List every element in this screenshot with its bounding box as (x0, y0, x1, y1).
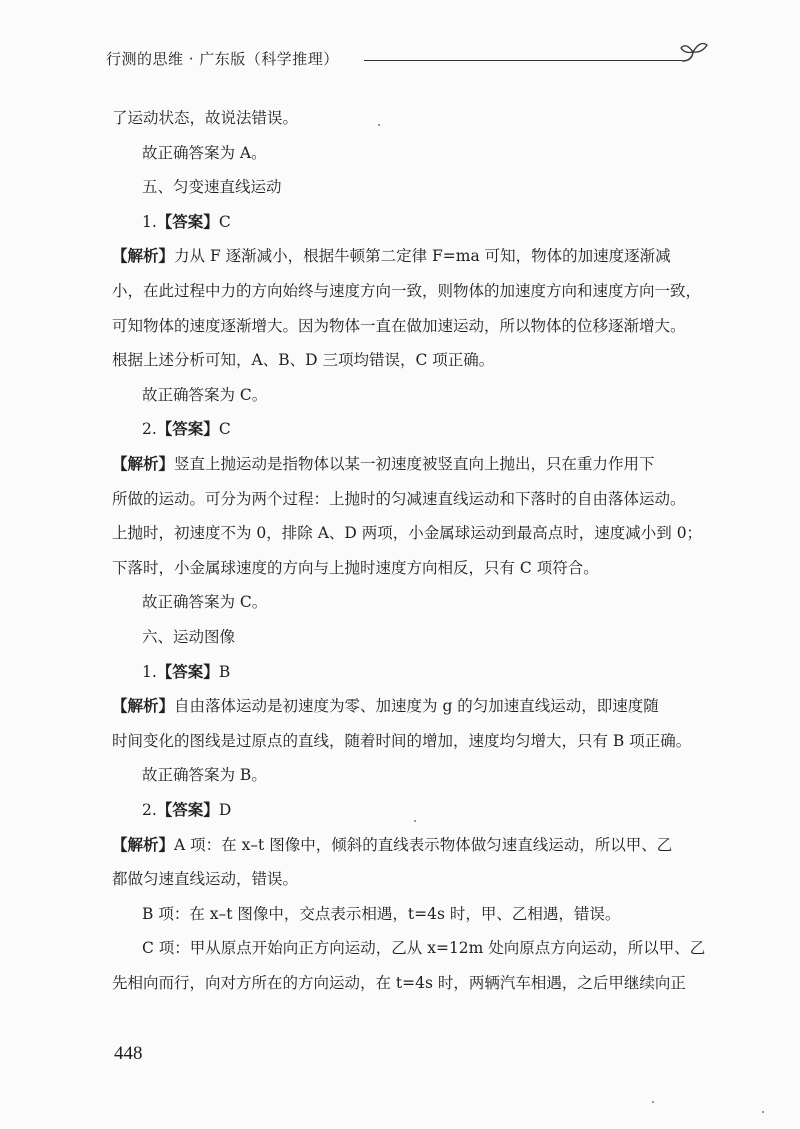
text-line (112, 246, 671, 266)
text-run: 时间变化的图线是过原点的直线，随着时间的增加，速度均匀增大，只有 B 项正确。 (112, 731, 692, 750)
text-line (112, 869, 298, 889)
text-run: 五、匀变速直线运动 (142, 178, 282, 197)
text-line (112, 558, 599, 578)
text-run: 根据上述分析可知，A、B、D 三项均错误，C 项正确。 (112, 351, 495, 370)
text-run: 先相向而行，向对方所在的方向运动，在 t=4s 时，两辆汽车相遇，之后甲继续向正 (112, 974, 686, 992)
text-run: 都做匀速直线运动，错误。 (112, 870, 299, 889)
scan-speck (414, 820, 416, 822)
text-run: 下落时，小金属球速度的方向与上抛时速度方向相反，只有 C 项符合。 (112, 558, 599, 577)
text-run: 2. (142, 801, 157, 819)
text-run: 了运动状态，故说法错误。 (112, 109, 299, 127)
header-rule (364, 60, 682, 61)
text-line (112, 454, 655, 474)
text-run: 六、运动图像 (142, 628, 236, 646)
text-line (112, 696, 659, 716)
text-line (142, 765, 267, 785)
page-number: 448 (114, 1043, 143, 1064)
text-run: 1. (142, 212, 157, 231)
label-bracket: 【答案】 (156, 662, 219, 681)
text-run: 可知物体的速度逐渐增大。因为物体一直在做加速运动，所以物体的位移逐渐增大。 (112, 316, 686, 335)
text-run: 故正确答案为 A。 (142, 143, 267, 162)
text-run: C (218, 420, 231, 439)
text-line (112, 489, 686, 509)
text-line (112, 835, 672, 855)
text-line (142, 938, 705, 958)
text-line (112, 316, 686, 336)
text-line (142, 212, 231, 232)
text-run: 故正确答案为 C。 (142, 385, 268, 404)
text-line (142, 904, 620, 924)
text-run: 2. (142, 420, 157, 439)
scan-speck (762, 1111, 764, 1113)
text-run: 故正确答案为 B。 (142, 766, 267, 785)
text-line (112, 281, 701, 301)
text-run: A 项：在 x–t 图像中，倾斜的直线表示物体做匀速直线运动，所以甲、乙 (174, 835, 673, 854)
text-run: D (218, 801, 232, 819)
header-title: 行测的思维 · 广东版（科学推理） (106, 50, 339, 68)
text-line (142, 177, 282, 197)
text-run: B 项：在 x–t 图像中，交点表示相遇，t=4s 时，甲、乙相遇，错误。 (142, 904, 621, 923)
label-bracket: 【答案】 (156, 212, 219, 231)
text-line (112, 350, 494, 370)
text-run: 所做的运动。可分为两个过程：上抛时的匀减速直线运动和下落时的自由落体运动。 (112, 489, 686, 508)
text-run: 力从 F 逐渐减小，根据牛顿第二定律 F=ma 可知，物体的加速度逐渐减 (174, 247, 671, 266)
text-line (142, 385, 267, 405)
text-line (142, 419, 231, 439)
label-bracket: 【解析】 (112, 247, 175, 266)
label-bracket: 【解析】 (112, 455, 175, 473)
text-run: 1. (142, 662, 157, 681)
scan-speck (652, 1101, 654, 1103)
text-line (112, 973, 686, 993)
label-bracket: 【解析】 (112, 697, 175, 716)
text-line (142, 800, 231, 820)
text-line (112, 731, 691, 751)
text-line (112, 523, 702, 543)
text-line (142, 627, 235, 647)
text-run: C 项：甲从原点开始向正方向运动，乙从 x=12m 处向原点方向运动，所以甲、乙 (142, 939, 706, 958)
text-line (142, 143, 267, 163)
scan-speck (378, 124, 380, 126)
text-run: 竖直上抛运动是指物体以某一初速度被竖直向上抛出，只在重力作用下 (174, 455, 655, 473)
text-run: 上抛时，初速度不为 0，排除 A、D 两项，小金属球运动到最高点时，速度减小到 0； (112, 524, 703, 543)
sprout-icon (680, 38, 710, 70)
text-line (112, 108, 298, 128)
text-line (142, 662, 230, 682)
text-run: C (218, 212, 231, 231)
text-line (142, 592, 267, 612)
text-run: 自由落体运动是初速度为零、加速度为 g 的匀加速直线运动，即速度随 (174, 697, 659, 716)
text-run: B (218, 662, 231, 681)
label-bracket: 【答案】 (156, 801, 219, 819)
running-header (106, 38, 706, 72)
text-run: 小，在此过程中力的方向始终与速度方向一致，则物体的加速度方向和速度方向一致， (112, 282, 702, 300)
label-bracket: 【解析】 (112, 835, 175, 854)
text-run: 故正确答案为 C。 (142, 593, 268, 612)
label-bracket: 【答案】 (156, 420, 219, 439)
